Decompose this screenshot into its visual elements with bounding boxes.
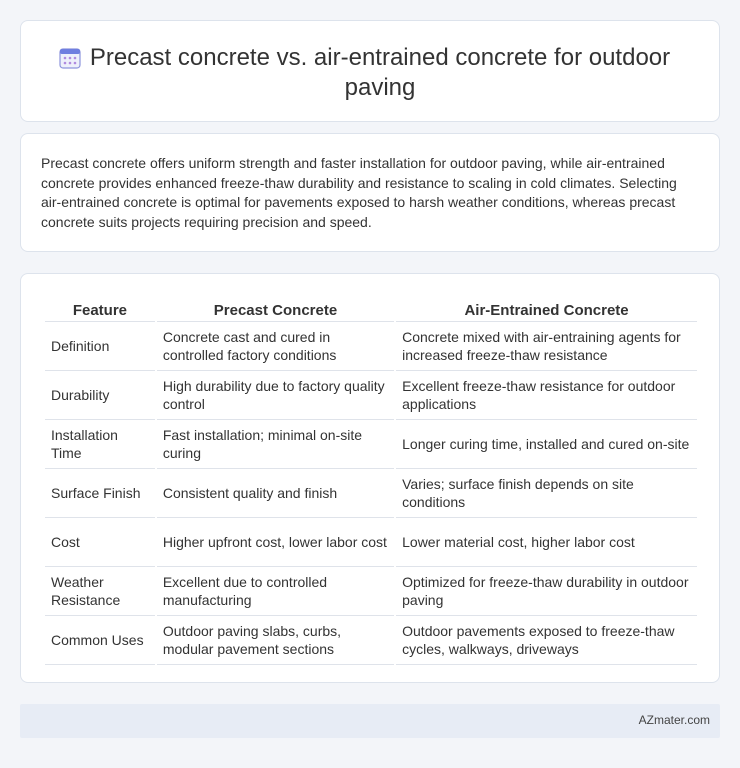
air-entrained-cell: Excellent freeze-thaw resistance for outdoor applications — [396, 371, 697, 420]
feature-cell: Durability — [45, 371, 155, 420]
air-entrained-cell: Lower material cost, higher labor cost — [396, 518, 697, 567]
comparison-card — [20, 273, 720, 683]
feature-cell: Common Uses — [45, 616, 155, 665]
table-row — [45, 322, 697, 371]
header-feature: Feature — [45, 296, 155, 322]
precast-cell: Fast installation; minimal on-site curing — [157, 420, 394, 469]
title-card — [20, 20, 720, 122]
precast-cell: Consistent quality and finish — [157, 469, 394, 518]
air-entrained-cell: Optimized for freeze-thaw durability in outdoor paving — [396, 567, 697, 616]
table-row — [45, 469, 697, 518]
summary-card — [20, 133, 720, 252]
header-precast: Precast Concrete — [157, 296, 394, 322]
air-entrained-cell: Longer curing time, installed and cured on-site — [396, 420, 697, 469]
precast-cell: Higher upfront cost, lower labor cost — [157, 518, 394, 567]
precast-cell: Concrete cast and cured in controlled factory conditions — [157, 322, 394, 371]
footer — [20, 704, 720, 738]
table-header-row — [45, 296, 697, 322]
page-title: Precast concrete vs. air-entrained concrete for outdoor paving — [89, 44, 671, 101]
header-air-entrained: Air-Entrained Concrete — [396, 296, 697, 322]
table-row — [45, 518, 697, 567]
precast-cell: Excellent due to controlled manufacturing — [157, 567, 394, 616]
comparison-table — [43, 296, 699, 665]
air-entrained-cell: Outdoor pavements exposed to freeze-thaw cycles, walkways, driveways — [396, 616, 697, 665]
table-row — [45, 616, 697, 665]
air-entrained-cell: Concrete mixed with air-entraining agents for increased freeze-thaw resistance — [396, 322, 697, 371]
air-entrained-cell: Varies; surface finish depends on site conditions — [396, 469, 697, 518]
table-row — [45, 567, 697, 616]
precast-cell: High durability due to factory quality control — [157, 371, 394, 420]
table-row — [45, 420, 697, 469]
summary-text: Precast concrete offers uniform strength and faster installation for outdoor paving, while air-entrained concrete provides enhanced freeze-thaw durability and resistance to scaling in cold climates. Selecting air-entrained concrete is optimal for pavements exposed to harsh weather conditions, whereas precast concrete suits projects requiring precision and speed. — [41, 155, 677, 230]
feature-cell: Weather Resistance — [45, 567, 155, 616]
feature-cell: Definition — [45, 322, 155, 371]
precast-cell: Outdoor paving slabs, curbs, modular pavement sections — [157, 616, 394, 665]
feature-cell: Installation Time — [45, 420, 155, 469]
feature-cell: Surface Finish — [45, 469, 155, 518]
table-row — [45, 371, 697, 420]
footer-brand: AZmater.com — [638, 713, 710, 727]
feature-cell: Cost — [45, 518, 155, 567]
